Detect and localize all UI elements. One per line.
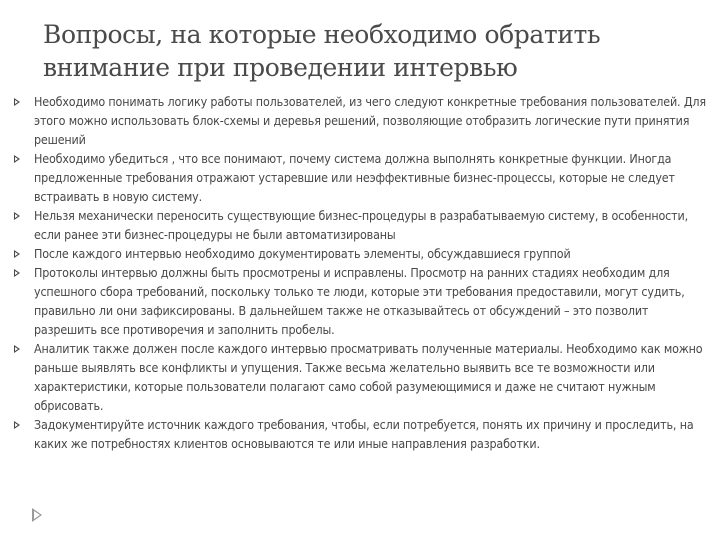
bullet-text: Нельзя механически переносить существующие бизнес-процедуры в разрабатываемую систему, в особенности, если ранее эти бизнес-процедуры не были автоматизированы (34, 208, 688, 242)
bullet-text: Необходимо понимать логику работы пользователей, из чего следуют конкретные требования пользователей. Для этого можно использовать блок-схемы и деревья решений, позволяющие отобразить логические пути принятия решений (34, 94, 706, 147)
triangle-bullet-icon (14, 421, 20, 429)
bullet-item (14, 149, 706, 206)
bullet-item (14, 339, 706, 415)
triangle-bullet-icon (14, 155, 20, 163)
bullet-item (14, 206, 706, 244)
triangle-bullet-icon (14, 212, 20, 220)
bullet-text: Протоколы интервью должны быть просмотрены и исправлены. Просмотр на ранних стадиях необходим для успешного сбора требований, поскольку только те люди, которые эти требования предоставили, могут судить, правильно ли они зафиксированы. В дальнейшем также не отказывайтесь от обсуждений – это позволит разрешить все противоречия и заполнить пробелы. (34, 265, 685, 337)
slide-title: Вопросы, на которые необходимо обратить внимание при проведении интервью (43, 20, 601, 82)
bullet-text: После каждого интервью необходимо документировать элементы, обсуждавшиеся группой (34, 246, 571, 261)
bullet-item (14, 244, 706, 263)
triangle-bullet-icon (14, 250, 20, 258)
bullet-text: Необходимо убедиться , что все понимают, почему система должна выполнять конкретные функции. Иногда предложенные требования отражают устаревшие или неэффективные бизнес-процессы, которые не следует встраивать в новую систему. (34, 151, 675, 204)
triangle-bullet-icon (14, 345, 20, 353)
triangle-bullet-icon (14, 98, 20, 106)
triangle-bullet-icon (14, 269, 20, 277)
bullet-text: Задокументируйте источник каждого требования, чтобы, если потребуется, понять их причину и проследить, на каких же потребностях клиентов основываются те или иные направления разработки. (34, 417, 694, 451)
bullet-item (14, 92, 706, 149)
bullet-list (14, 92, 706, 453)
bullet-item (14, 415, 706, 453)
next-arrow-icon[interactable] (32, 508, 42, 522)
bullet-text: Аналитик также должен после каждого интервью просматривать полученные материалы. Необходимо как можно раньше выявлять все конфликты и упущения. Также весьма желательно выявить все те возможности или характеристики, которые пользователи полагают само собой разумеющимися и даже не считают нужным обрисовать. (34, 341, 703, 413)
bullet-item (14, 263, 706, 339)
